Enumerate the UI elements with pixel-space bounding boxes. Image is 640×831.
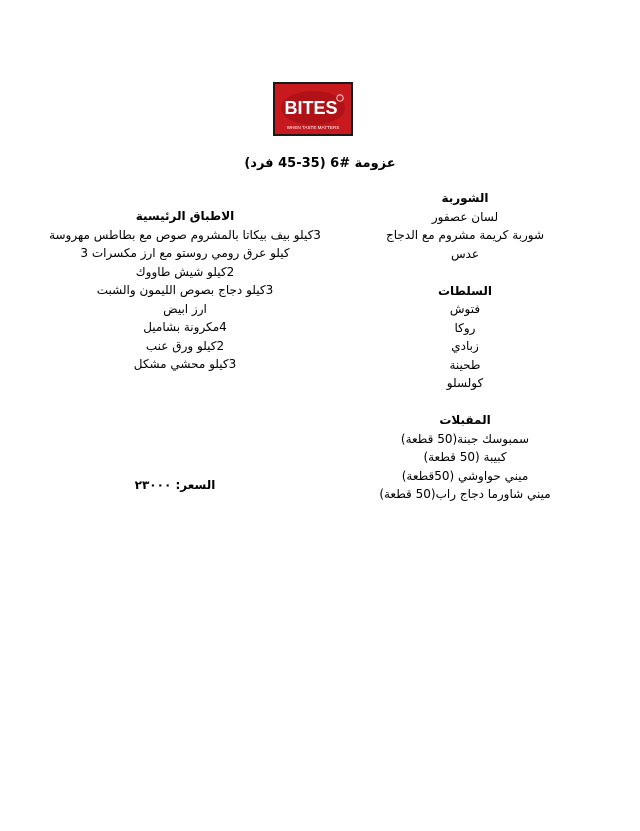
appetizer-item: ميني حواوشي (50قطعة) — [401, 468, 529, 483]
right-menu-column — [345, 189, 585, 504]
bites-logo-graphic — [275, 84, 351, 134]
main-dish-item: ارز ابيض — [163, 301, 207, 316]
mains-heading: الاطباق الرئيسية — [135, 209, 235, 223]
spacer — [345, 263, 585, 282]
main-dish-item: 3كيلو محشي مشكل — [133, 357, 237, 371]
salad-item: كولسلو — [446, 376, 484, 390]
main-dish-item: 2كيلو ورق عنب — [145, 338, 225, 353]
main-dish-item: 3كيلو بيف بيكاتا بالمشروم صوص مع بطاطس مهروسة — [49, 227, 321, 242]
main-dish-item: كيلو عرق رومي روستو مع ارز مكسرات 3 — [80, 246, 290, 260]
appetizers-heading: المقبلات — [439, 413, 491, 427]
salad-item: طحينة — [449, 357, 481, 372]
salad-item: زبادي — [451, 339, 479, 353]
soup-item: عدس — [450, 246, 480, 261]
soup-heading: الشوربة — [441, 191, 489, 205]
price-label: السعر: ٢٣٠٠٠ — [134, 478, 216, 492]
main-dish-item: 4مكرونة بشاميل — [143, 320, 227, 334]
main-dish-item: 3كيلو دجاج بصوص الليمون والشبت — [96, 283, 274, 297]
bites-logo — [273, 82, 353, 136]
soup-item: شوربة كريمة مشروم مع الدجاج — [385, 228, 545, 242]
salads-heading: السلطات — [438, 283, 492, 298]
menu-title: عزومة #6 (35-45 فرد) — [244, 156, 396, 171]
logo-brand-text: BITES — [284, 98, 338, 118]
salad-item: روكا — [454, 320, 476, 335]
spacer — [345, 393, 585, 412]
appetizer-item: سمبوسك جبنة(50 قطعة) — [400, 431, 530, 446]
left-menu-column — [30, 207, 340, 374]
soup-item: لسان عصفور — [431, 209, 499, 224]
salad-item: فتوش — [449, 302, 481, 316]
appetizer-item: ميني شاورما دجاج راب(50 قطعة) — [379, 487, 551, 501]
main-dish-item: 2كيلو شيش طاووك — [135, 264, 235, 279]
appetizer-item: كبيبة (50 قطعة) — [423, 450, 507, 464]
logo-tagline-text: WHEN TASTE MATTERS — [286, 125, 340, 130]
